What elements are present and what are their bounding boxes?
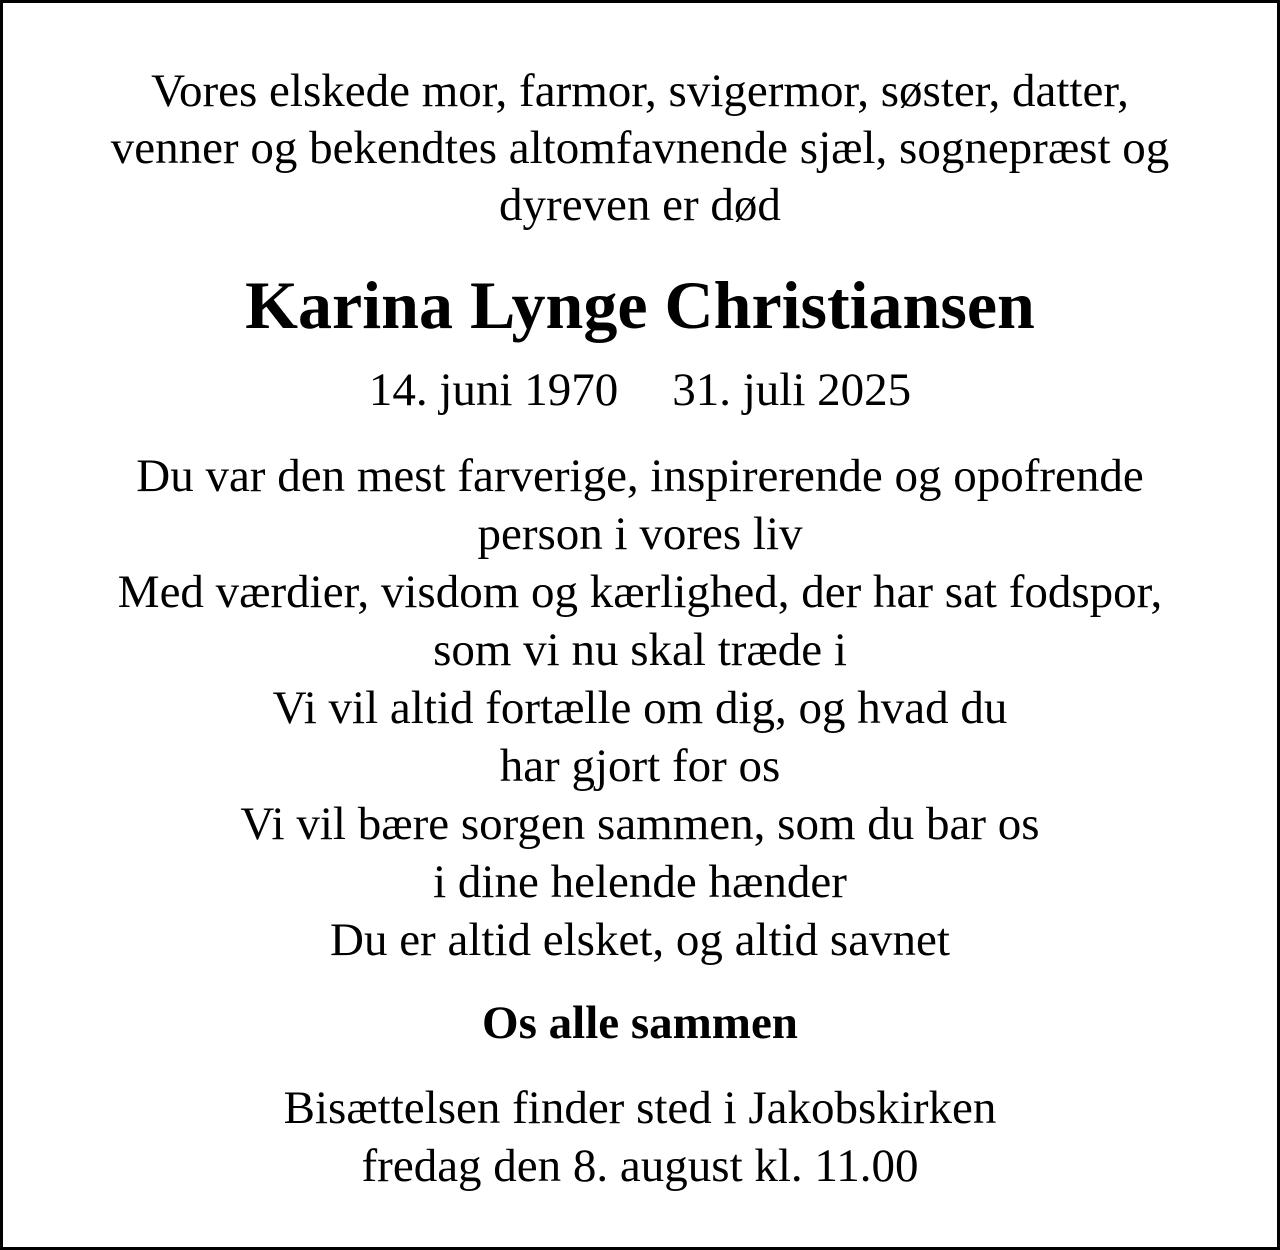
verse-line: Med værdier, visdom og kærlighed, der har sat fodspor, [117,566,1163,618]
verse-line: har gjort for os [499,740,781,792]
life-dates [3,361,1277,419]
verse-line: person i vores liv [477,508,803,560]
verse-line: som vi nu skal træde i [433,624,847,676]
intro-line: dyreven er død [499,179,781,231]
funeral-line: Bisættelsen finder sted i Jakobskirken [283,1082,997,1134]
intro-line: venner og bekendtes altomfavnende sjæl, sognepræst og [110,122,1170,174]
intro-text [3,63,1277,234]
verse-line: Vi vil bære sorgen sammen, som du bar os [240,798,1040,850]
signature: Os alle sammen [482,997,798,1049]
verse-line: Du var den mest farverige, inspirerende og opofrende [136,450,1144,502]
verse-line: i dine helende hænder [433,856,847,908]
intro-line: Vores elskede mor, farmor, svigermor, søster, datter, [151,65,1129,117]
birth-date: 14. juni 1970 [368,364,619,416]
verse-line: Du er altid elsket, og altid savnet [330,914,950,966]
memorial-verse [3,447,1277,969]
deceased-name: Karina Lynge Christiansen [245,267,1035,343]
funeral-line: fredag den 8. august kl. 11.00 [361,1140,919,1192]
funeral-info [3,1079,1277,1195]
death-date: 31. juli 2025 [672,364,912,416]
verse-line: Vi vil altid fortælle om dig, og hvad du [272,682,1008,734]
